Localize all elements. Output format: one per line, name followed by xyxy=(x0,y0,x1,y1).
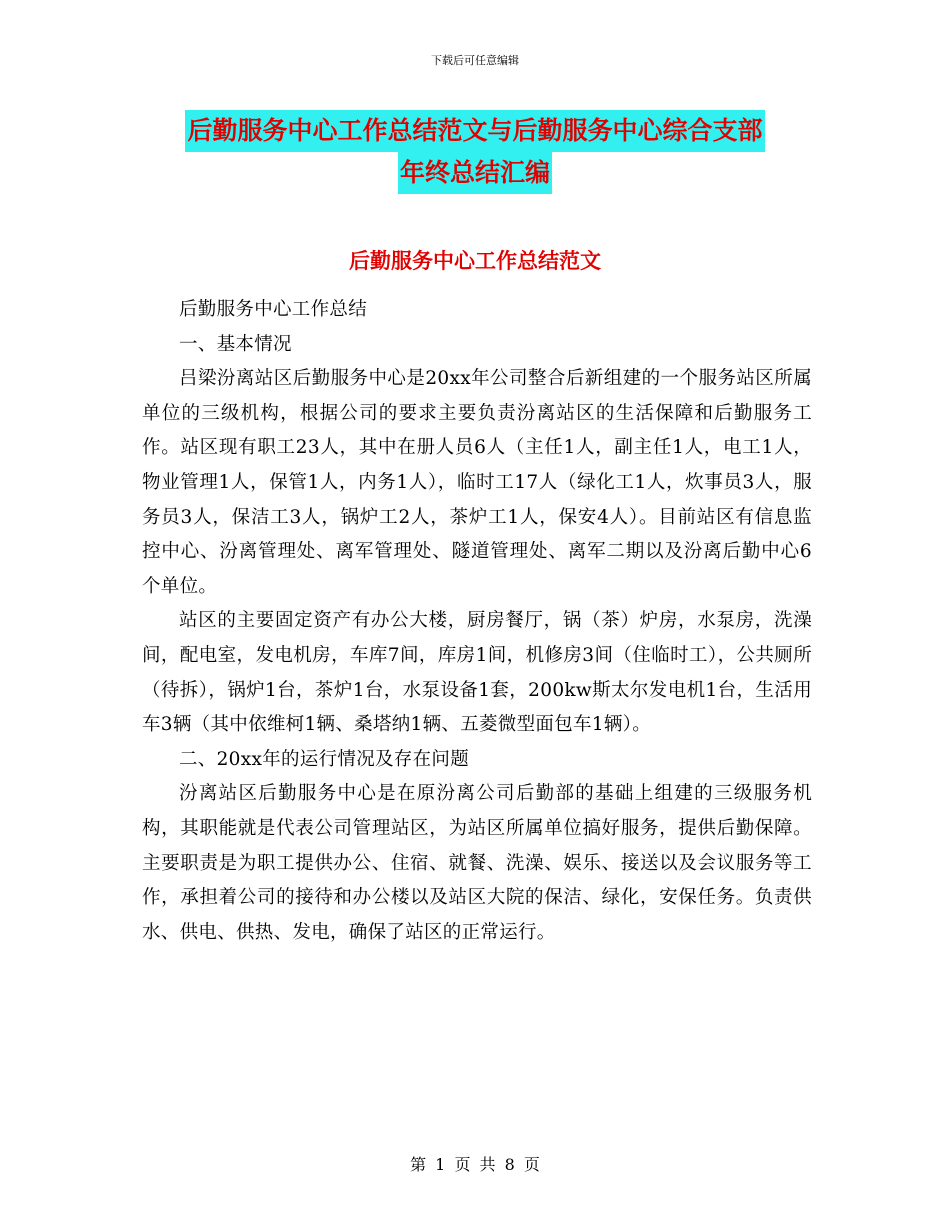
paragraph-operation: 汾离站区后勤服务中心是在原汾离公司后勤部的基础上组建的三级服务机构，其职能就是代表公司管理站区，为站区所属单位搞好服务，提供后勤保障。主要职责是为职工提供办公、住宿、就餐、洗澡、娱乐、接送以及会议服务等工作，承担着公司的接待和办公楼以及站区大院的保洁、绿化，安保任务。负责供水、供电、供热、发电，确保了站区的正常运行。 xyxy=(142,783,812,943)
paragraph-heading-basic: 一、基本情况 xyxy=(179,333,292,355)
title-line-1: 后勤服务中心工作总结范文与后勤服务中心综合支部 xyxy=(185,110,764,152)
paragraph-heading-operation: 二、20xx年的运行情况及存在问题 xyxy=(179,748,470,770)
paragraph-subtitle: 后勤服务中心工作总结 xyxy=(179,299,368,320)
section-title: 后勤服务中心工作总结范文 xyxy=(349,249,601,273)
header-note: 下载后可任意编辑 xyxy=(431,54,519,67)
document-title xyxy=(0,110,950,194)
page-number: 第 1 页 共 8 页 xyxy=(410,1155,540,1174)
document-body xyxy=(142,293,812,950)
paragraph-fixed-assets: 站区的主要固定资产有办公大楼，厨房餐厅，锅（茶）炉房，水泵房，洗澡间，配电室，发电机房，车库7间，库房1间，机修房3间（住临时工），公共厕所（待拆），锅炉1台，茶炉1台，水泵设备1套，200kw斯太尔发电机1台，生活用车3辆（其中依维柯1辆、桑塔纳1辆、五菱微型面包车1辆）。 xyxy=(142,610,812,736)
title-line-2: 年终总结汇编 xyxy=(398,152,552,194)
paragraph-basic-info: 吕梁汾离站区后勤服务中心是20xx年公司整合后新组建的一个服务站区所属单位的三级机构，根据公司的要求主要负责汾离站区的生活保障和后勤服务工作。站区现有职工23人，其中在册人员6人（主任1人，副主任1人，电工1人，物业管理1人，保管1人，内务1人），临时工17人（绿化工1人，炊事员3人，服务员3人，保洁工3人，锅炉工2人，茶炉工1人，保安4人）。目前站区有信息监控中心、汾离管理处、离军管理处、隧道管理处、离军二期以及汾离后勤中心6个单位。 xyxy=(142,368,812,597)
